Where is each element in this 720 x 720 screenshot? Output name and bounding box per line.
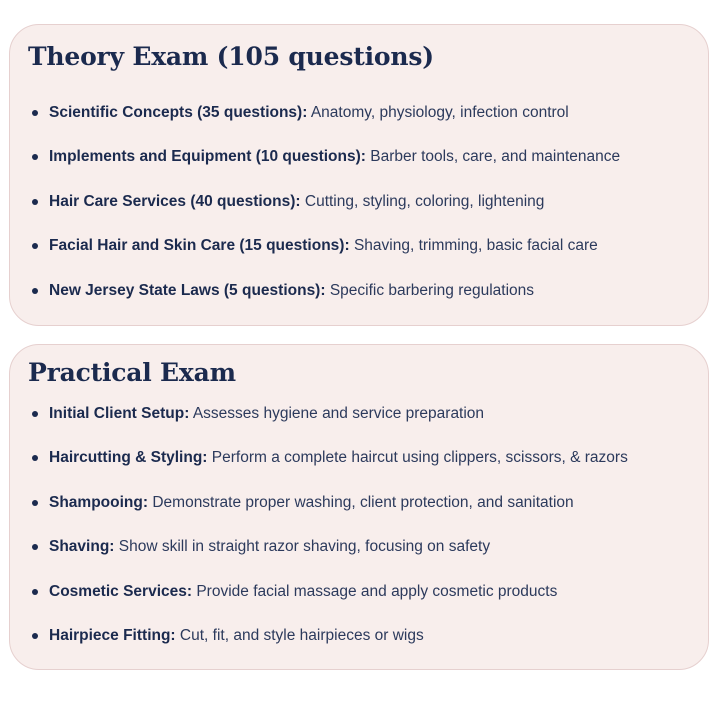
item-label: Hairpiece Fitting: (49, 626, 176, 644)
bullet-icon (32, 455, 38, 461)
item-label: Implements and Equipment (10 questions): (49, 148, 366, 166)
item-label: Shaving: (49, 538, 115, 556)
theory-exam-title: Theory Exam (105 questions) (28, 42, 434, 71)
item-description: Provide facial massage and apply cosmetic products (196, 582, 558, 600)
bullet-icon (32, 633, 38, 639)
list-item (32, 404, 702, 448)
list-item (32, 448, 702, 492)
item-label: Facial Hair and Skin Care (15 questions): (49, 237, 350, 255)
item-description: Anatomy, physiology, infection control (310, 104, 569, 121)
item-description: Perform a complete haircut using clippers, scissors, & razors (211, 449, 628, 467)
item-description: Cutting, styling, coloring, lightening (304, 192, 545, 210)
bullet-icon (32, 288, 38, 294)
item-label: New Jersey State Laws (5 questions): (49, 281, 326, 299)
item-description: Shaving, trimming, basic facial care (353, 237, 598, 255)
practical-exam-list (32, 404, 702, 670)
theory-exam-list (32, 103, 702, 325)
list-item (32, 103, 702, 147)
list-item (32, 192, 702, 236)
item-description: Show skill in straight razor shaving, focusing on safety (118, 538, 491, 556)
item-label: Initial Client Setup: (49, 405, 190, 422)
list-item (32, 582, 702, 626)
bullet-icon (32, 243, 38, 249)
bullet-icon (32, 500, 38, 506)
list-item (32, 236, 702, 280)
item-label: Cosmetic Services: (49, 582, 193, 600)
list-item (32, 493, 702, 537)
bullet-icon (32, 110, 38, 116)
item-description: Specific barbering regulations (329, 281, 535, 299)
bullet-icon (32, 154, 38, 160)
theory-exam-card (9, 24, 709, 326)
item-description: Barber tools, care, and maintenance (370, 148, 621, 166)
list-item (32, 281, 702, 325)
list-item (32, 626, 702, 670)
practical-exam-card (9, 344, 709, 670)
item-label: Scientific Concepts (35 questions): (49, 104, 308, 121)
item-description: Cut, fit, and style hairpieces or wigs (179, 626, 424, 644)
item-label: Haircutting & Styling: (49, 449, 208, 467)
list-item (32, 147, 702, 191)
practical-exam-title: Practical Exam (28, 358, 236, 387)
bullet-icon (32, 411, 38, 417)
bullet-icon (32, 589, 38, 595)
item-label: Shampooing: (49, 493, 149, 511)
item-label: Hair Care Services (40 questions): (49, 192, 301, 210)
bullet-icon (32, 544, 38, 550)
bullet-icon (32, 199, 38, 205)
list-item (32, 537, 702, 581)
item-description: Assesses hygiene and service preparation (192, 405, 485, 422)
item-description: Demonstrate proper washing, client protection, and sanitation (152, 493, 574, 511)
